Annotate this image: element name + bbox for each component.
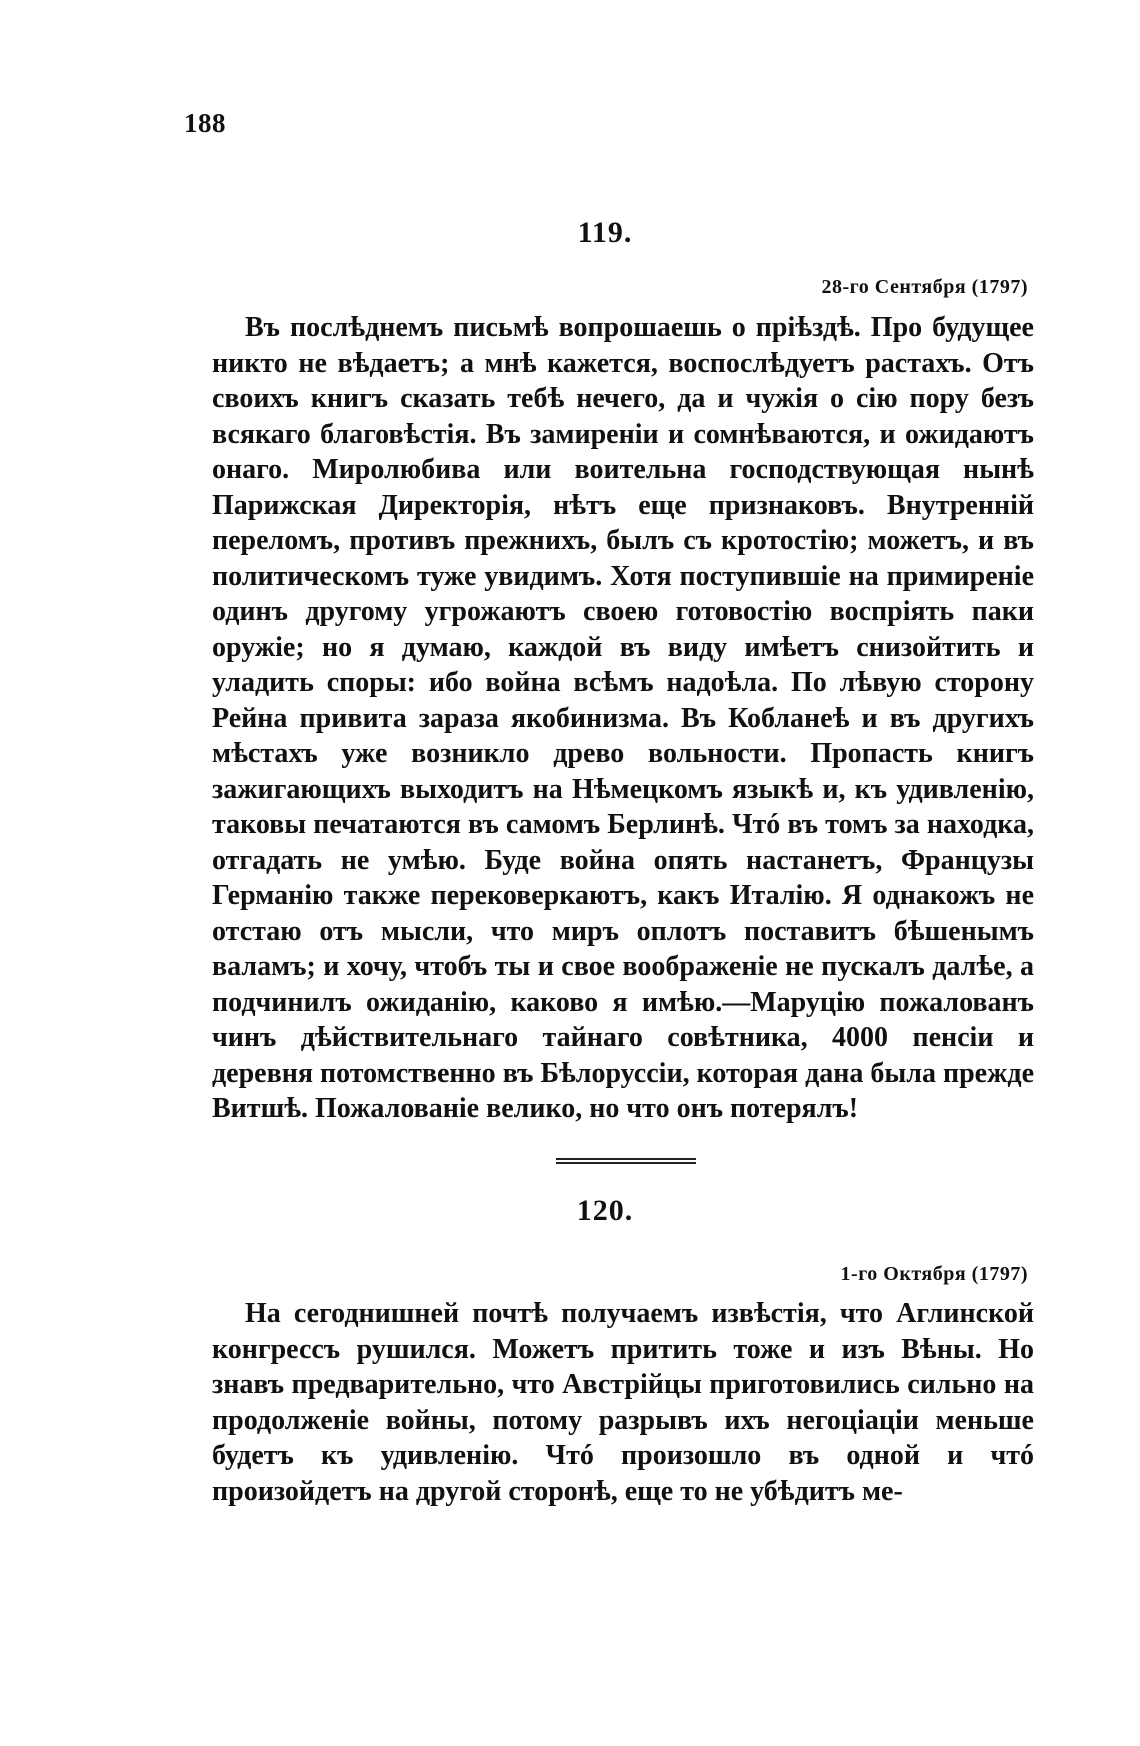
- letter-body: [212, 310, 1034, 1127]
- letter-paragraph: Въ послѣднемъ письмѣ вопрошаешь о пріѣздѣ. Про будущее никто не вѣдаетъ; а мнѣ кажется, воспослѣдуетъ растахъ. Отъ своихъ книгъ сказать тебѣ нечего, да и чужія о сію пору безъ всякаго благовѣстія. Въ замиреніи и сомнѣваются, и ожидаютъ онаго. Миролюбива или воительна господствующая нынѣ Парижская Директорія, нѣтъ еще признаковъ. Внутренній переломъ, противъ прежнихъ, былъ съ кротостію; можетъ, и въ политическомъ туже увидимъ. Хотя поступившіе на примиреніе одинъ другому угрожаютъ своею готовостію воспріять паки оружіе; но я думаю, каждой въ виду имѣетъ снизойтить и уладить споры: ибо война всѣмъ надоѣла. По лѣвую сторону Рейна привита зараза якобинизма. Въ Кобланеѣ и въ другихъ мѣстахъ уже возникло древо вольности. Пропасть книгъ зажигающихъ выходитъ на Нѣмецкомъ языкѣ и, къ удивленію, таковы печатаются въ самомъ Берлинѣ. Чтó въ томъ за находка, отгадать не умѣю. Буде война опять настанетъ, Французы Германію также перековеркаютъ, какъ Италію. Я однакожъ не отстаю отъ мысли, что миръ оплотъ поставитъ бѣшенымъ валамъ; и хочу, чтобъ ты и свое воображеніе не пускалъ далѣе, а подчинилъ ожиданію, каково я имѣю.—Маруцію пожалованъ чинъ дѣйствительнаго тайнаго совѣтника, 4000 пенсіи и деревня потомственно въ Бѣлоруссіи, которая дана была прежде Витшѣ. Пожалованіе велико, но что онъ потерялъ!: [212, 312, 1034, 1124]
- letter-body: [212, 1296, 1034, 1509]
- letter-number: 119.: [577, 216, 633, 249]
- letter-paragraph: На сегоднишней почтѣ получаемъ извѣстія, что Аглинской конгрессъ рушился. Можетъ притить тоже и изъ Вѣны. Но знавъ предварительно, что Австрійцы приготовились сильно на продолженіе войны, потому разрывъ ихъ негоціаціи меньше будетъ къ удивленію. Чтó произошло въ одной и чтó произойдетъ на другой сторонѣ, еще то не убѣдитъ ме-: [212, 1298, 1034, 1507]
- letter-number: 120.: [576, 1194, 634, 1227]
- letter-date: 28-го Сентября (1797): [821, 276, 1028, 298]
- section-divider: [556, 1158, 696, 1164]
- page-number: 188: [184, 108, 226, 138]
- letter-date: 1-го Октября (1797): [840, 1263, 1028, 1285]
